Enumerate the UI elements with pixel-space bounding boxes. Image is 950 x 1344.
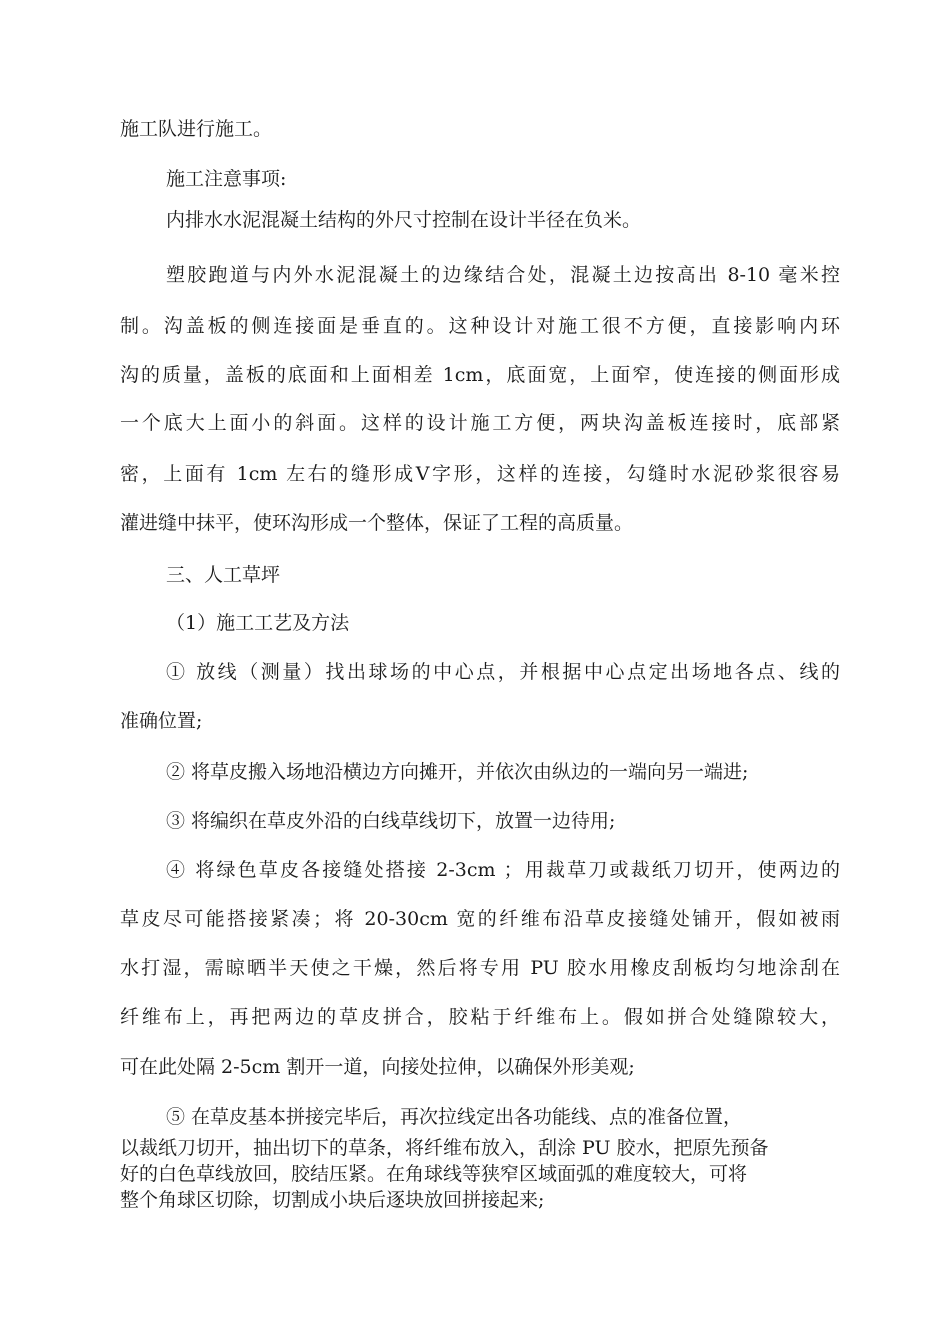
text-line: ⑤ 在草皮基本拼接完毕后，再次拉线定出各功能线、点的准备位置， — [166, 1106, 743, 1128]
text-line: 塑胶跑道与内外水泥混凝土的边缘结合处，混凝土边按高出 8-10 毫米控 — [166, 264, 840, 286]
text-line: 灌进缝中抹平，使环沟形成一个整体，保证了工程的高质量。 — [120, 512, 634, 534]
text-line: 可在此处隔 2-5cm 割开一道，向接处拉伸，以确保外形美观; — [120, 1056, 635, 1078]
text-line: 整个角球区切除，切割成小块后逐块放回拼接起来; — [120, 1189, 545, 1211]
text-line: 水打湿，需晾晒半天使之干燥，然后将专用 PU 胶水用橡皮刮板均匀地涂刮在 — [120, 957, 840, 979]
text-line: 以裁纸刀切开，抽出切下的草条，将纤维布放入，刮涂 PU 胶水，把原先预备 — [120, 1137, 769, 1159]
text-line: ③ 将编织在草皮外沿的白线草线切下，放置一边待用; — [166, 810, 616, 832]
text-line: ① 放线（测量）找出球场的中心点，并根据中心点定出场地各点、线的 — [166, 661, 840, 683]
subsection-heading: （1）施工工艺及方法 — [166, 612, 350, 634]
text-line: 一个底大上面小的斜面。这样的设计施工方便，两块沟盖板连接时，底部紧 — [120, 412, 840, 434]
text-line: 纤维布上，再把两边的草皮拼合，胶粘于纤维布上。假如拼合处缝隙较大， — [120, 1006, 840, 1028]
text-line: 内排水水泥混凝土结构的外尺寸控制在设计半径在负米。 — [166, 209, 642, 231]
text-line: 施工队进行施工。 — [120, 118, 273, 140]
text-line: 准确位置; — [120, 710, 203, 732]
text-line: 好的白色草线放回，胶结压紧。在角球线等狭窄区域面弧的难度较大，可将 — [120, 1163, 748, 1185]
text-line: 施工注意事项: — [166, 168, 287, 190]
text-line: 制。沟盖板的侧连接面是垂直的。这种设计对施工很不方便，直接影响内环 — [120, 315, 840, 337]
section-heading: 三、人工草坪 — [166, 564, 281, 586]
text-line: 密，上面有 1cm 左右的缝形成Ⅴ字形，这样的连接，勾缝时水泥砂浆很容易 — [120, 463, 840, 485]
text-line: ② 将草皮搬入场地沿横边方向摊开，并依次由纵边的一端向另一端进; — [166, 761, 749, 783]
text-line: 草皮尽可能搭接紧凑；将 20-30cm 宽的纤维布沿草皮接缝处铺开，假如被雨 — [120, 908, 840, 930]
text-line: 沟的质量，盖板的底面和上面相差 1cm，底面宽，上面窄，使连接的侧面形成 — [120, 364, 840, 386]
text-line: ④ 将绿色草皮各接缝处搭接 2-3cm ；用裁草刀或裁纸刀切开，使两边的 — [166, 859, 840, 881]
